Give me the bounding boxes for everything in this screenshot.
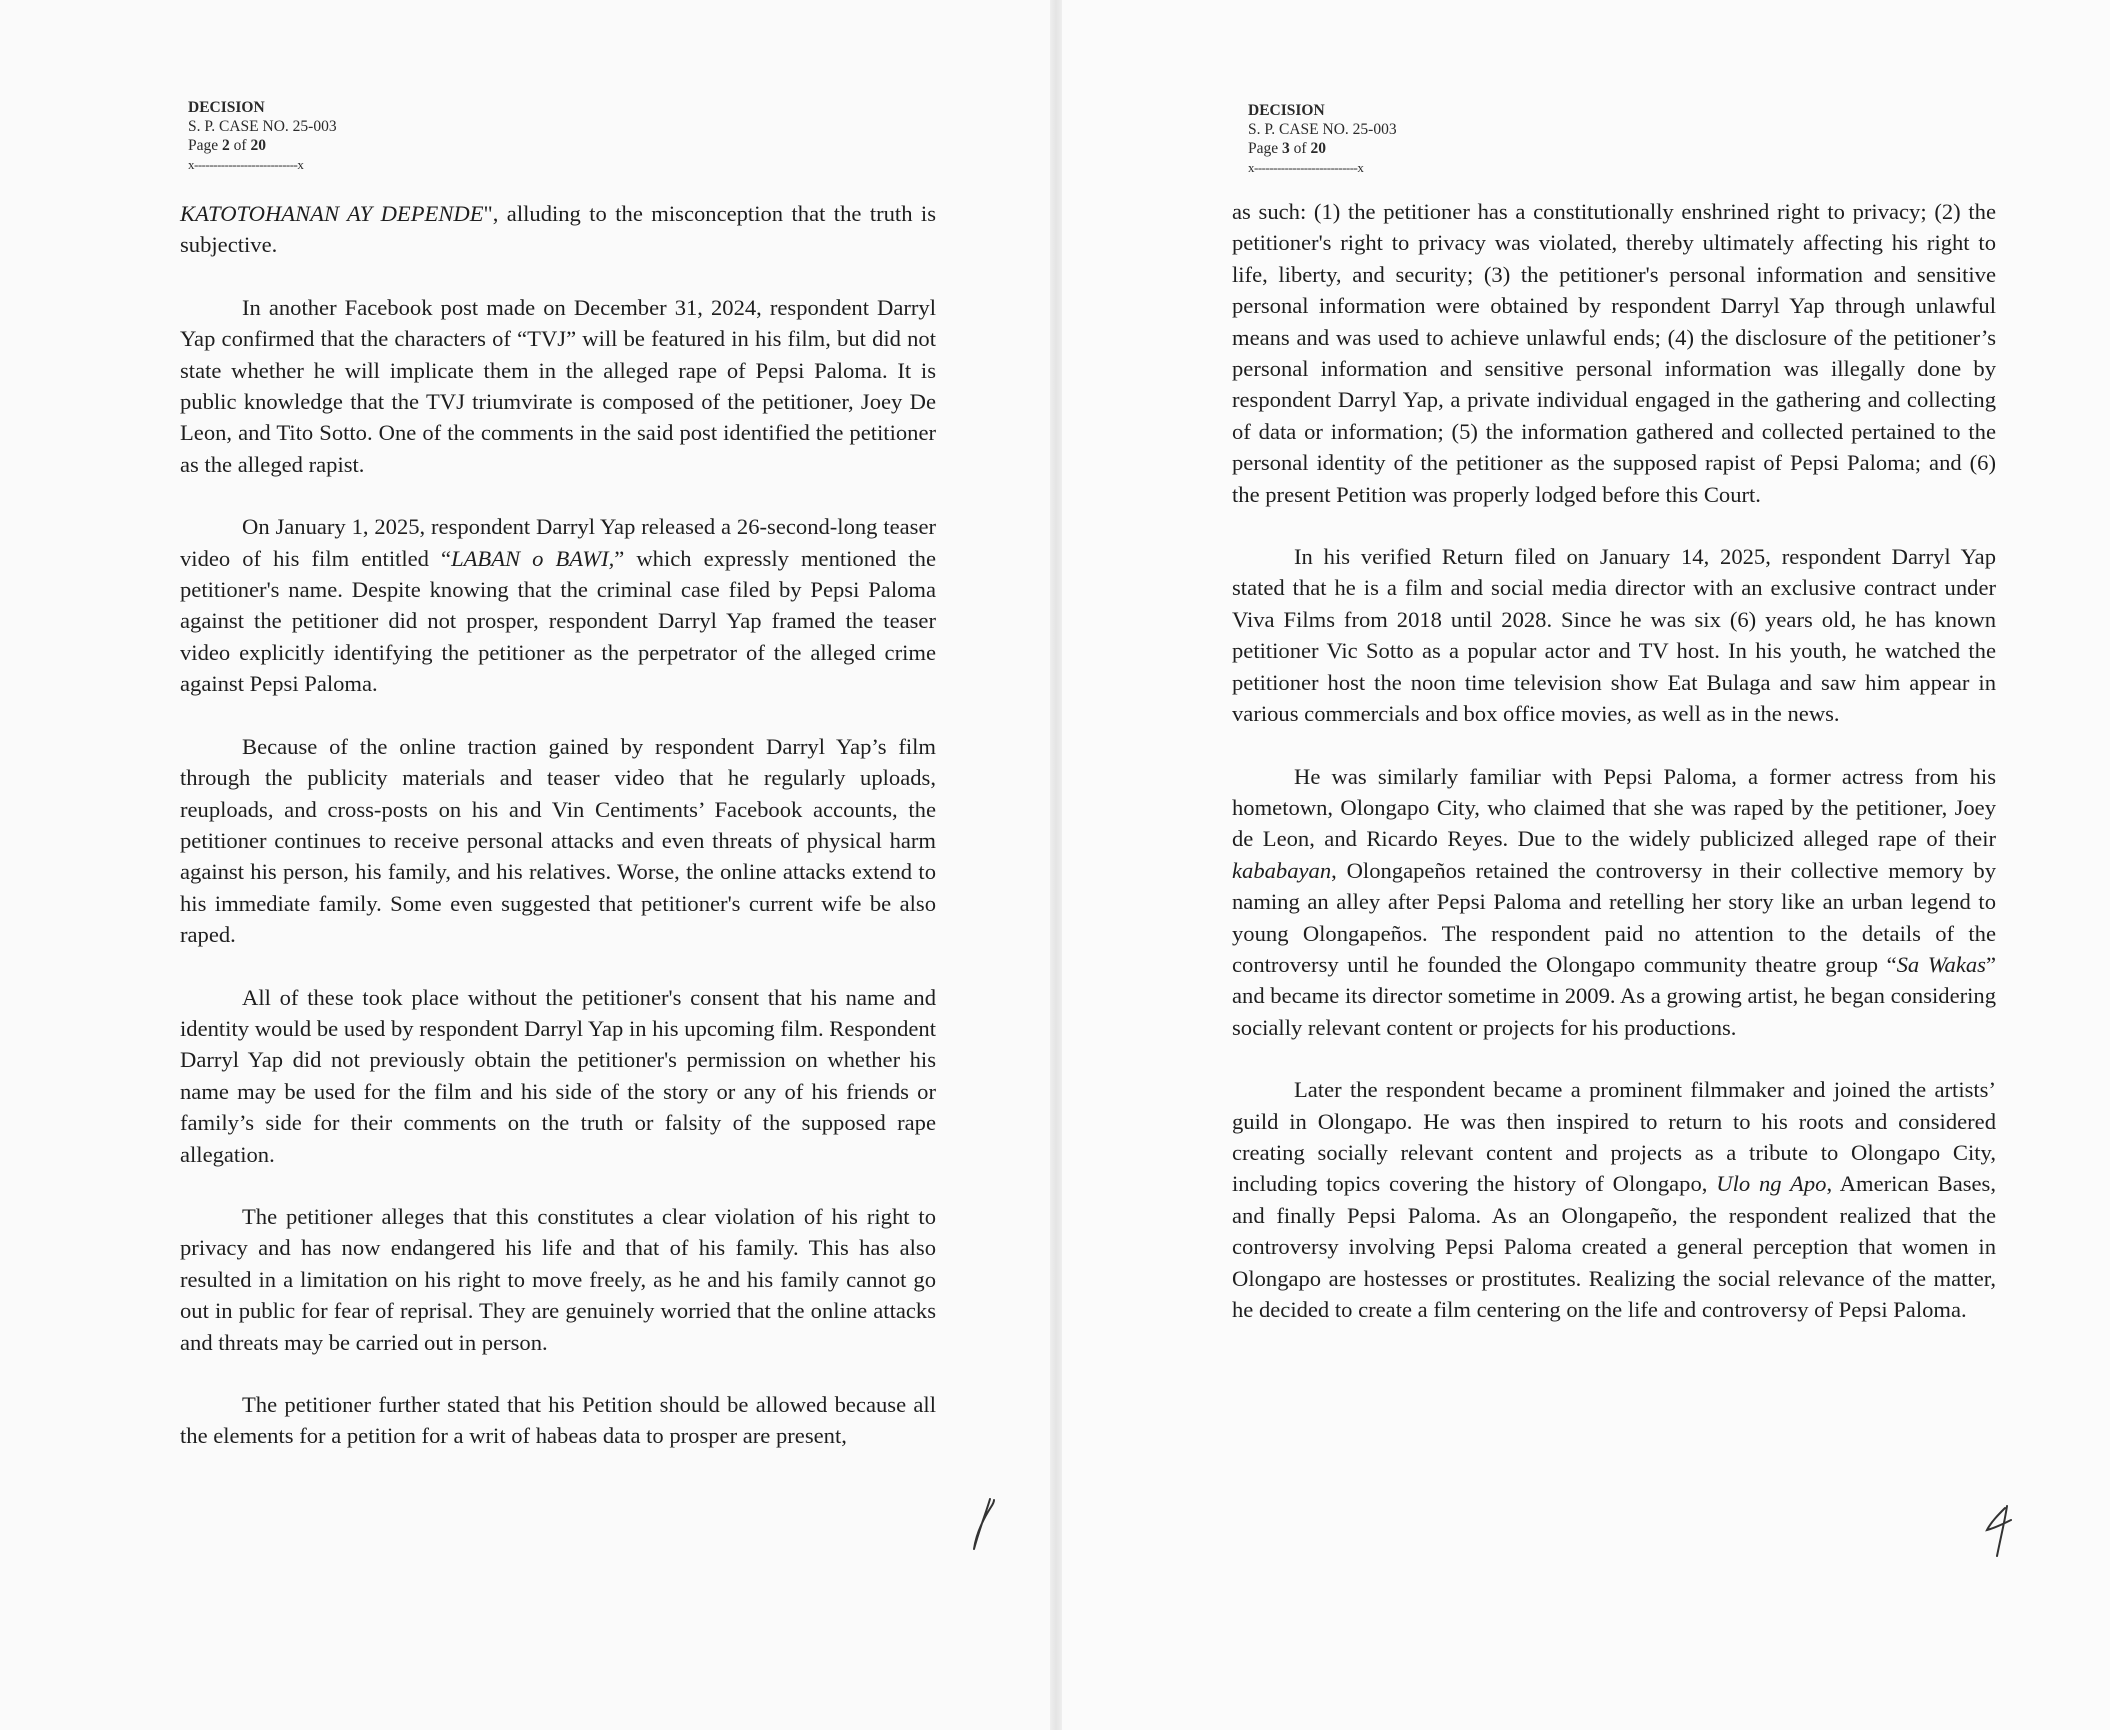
paragraph [180, 731, 936, 951]
paragraph-text: He was similarly familiar with Pepsi Paloma, a former actress from his hometown, Olongapo City, who claimed that she was raped by the petitioner, Joey de Leon, and Ricardo Reyes. Due to the widely publicized alleged rape of their [1232, 763, 1996, 852]
paragraph-text: as such: (1) the petitioner has a constitutionally enshrined right to privacy; (2) the petitioner's right to privacy was violated, thereby ultimately affecting his right to life, liberty, and security; (3) the petitioner's personal information and sensitive personal information were obtained by respondent Darryl Yap through unlawful means and was used to achieve unlawful ends; (4) the disclosure of the petitioner’s personal information and sensitive personal information was illegally done by respondent Darryl Yap, a private individual engaged in the gathering and collecting of data or information; (5) the information gathered and collected pertained to the personal identity of the petitioner as the supposed rapist of Pepsi Paloma; and (6) the present Petition was properly lodged before this Court. [1232, 199, 1996, 507]
paragraph [180, 1201, 936, 1358]
header-case-number: S. P. CASE NO. 25-003 [1248, 121, 1397, 138]
italic-text: LABAN o BAWI, [451, 545, 615, 571]
paragraph-text: ” which expressly mentioned the petitioner's name. Despite knowing that the criminal case filed by Pepsi Paloma against the petitioner did not prosper, respondent Darryl Yap framed the teaser video explicitly identifying the petitioner as the perpetrator of the alleged crime against Pepsi Paloma. [180, 545, 936, 697]
header-title: DECISION [188, 99, 265, 116]
initials-signature-icon [1977, 1500, 2022, 1560]
header-case-number: S. P. CASE NO. 25-003 [188, 118, 337, 135]
left-page-body [180, 198, 936, 1452]
paragraph-text: On January 1, 2025, respondent Darryl Yap released a 26-second-long teaser video of his film entitled “ [180, 514, 936, 571]
paragraph [1232, 761, 1996, 1044]
page-gutter [1050, 0, 1062, 1730]
left-page-header [188, 98, 337, 174]
paragraph [180, 982, 936, 1170]
paragraph [1232, 541, 1996, 729]
italic-text: kababayan [1232, 857, 1332, 883]
paragraph-text: Later the respondent became a prominent filmmaker and joined the artists’ guild in Olongapo. He was then inspired to return to his roots and considered creating socially relevant content and projects as a tribute to Olongapo City, including topics covering the history of Olongapo, [1232, 1077, 1996, 1197]
paragraph-text: Because of the online traction gained by respondent Darryl Yap’s film through the publicity materials and teaser video that he regularly uploads, reuploads, and cross-posts on his and Vin Centiments’ Facebook accounts, the petitioner continues to receive personal attacks and even threats of physical harm against his person, his family, and his relatives. Worse, the online attacks extend to his immediate family. Some even suggested that petitioner's current wife be also raped. [180, 733, 936, 948]
paragraph [180, 1389, 936, 1452]
header-rule: x---------------------------x [188, 157, 304, 172]
paragraph-text: ", alluding to the misconception that the truth is subjective. [180, 201, 936, 258]
paragraph [1232, 1074, 1996, 1325]
left-page [0, 0, 1050, 1730]
paragraph-text: The petitioner further stated that his Petition should be allowed because all the elements for a petition for a writ of habeas data to prosper are present, [180, 1392, 936, 1449]
paragraph [180, 511, 936, 699]
paragraph-text: In another Facebook post made on December 31, 2024, respondent Darryl Yap confirmed that the characters of “TVJ” will be featured in his film, but did not state whether he will implicate them in the alleged rape of Pepsi Paloma. It is public knowledge that the TVJ triumvirate is composed of the petitioner, Joey De Leon, and Tito Sotto. One of the comments in the said post identified the petitioner as the alleged rapist. [180, 294, 936, 477]
paragraph [1232, 196, 1996, 510]
header-rule: x---------------------------x [1248, 160, 1364, 175]
header-page-number: Page 3 of 20 [1248, 140, 1326, 157]
italic-text: KATOTOHANAN AY DEPENDE [180, 201, 484, 226]
paragraph-text: , American Bases, and finally Pepsi Paloma. As an Olongapeño, the respondent realized that the controversy involving Pepsi Paloma created a general perception that women in Olongapo are hostesses or prostitutes. Realizing the social relevance of the matter, he decided to create a film centering on the life and controversy of Pepsi Paloma. [1232, 1171, 1996, 1322]
paragraph-text: ” and became its director sometime in 2009. As a growing artist, he began considering socially relevant content or projects for his productions. [1232, 951, 1997, 1040]
paragraph-text: All of these took place without the petitioner's consent that his name and identity would be used by respondent Darryl Yap in his upcoming film. Respondent Darryl Yap did not previously obtain the petitioner's permission on whether his name may be used for the film and his side of the story or any of his friends or family’s side for their comments on the truth or falsity of the supposed rape allegation. [180, 984, 936, 1167]
italic-text: Ulo ng Apo [1716, 1171, 1827, 1197]
paragraph [180, 292, 936, 480]
right-page-body [1232, 196, 1996, 1325]
paragraph [180, 198, 936, 261]
right-page-header [1248, 101, 1397, 177]
italic-text: Sa Wakas [1896, 951, 1986, 977]
paragraph-text: , Olongapeños retained the controversy in their collective memory by naming an alley after Pepsi Paloma and retelling her story like an urban legend to young Olongapeños. The respondent paid no attention to the details of the controversy until he founded the Olongapo community theatre group “ [1232, 857, 1996, 977]
header-page-number: Page 2 of 20 [188, 137, 266, 154]
paragraph-text: In his verified Return filed on January 14, 2025, respondent Darryl Yap stated that he is a film and social media director with an exclusive contract under Viva Films from 2018 until 2028. Since he was six (6) years old, he has known petitioner Vic Sotto as a popular actor and TV host. In his youth, he watched the petitioner host the noon time television show Eat Bulaga and saw him appear in various commercials and box office movies, as well as in the news. [1232, 544, 1996, 727]
header-title: DECISION [1248, 102, 1325, 119]
initials-signature-icon [960, 1495, 1000, 1555]
paragraph-text: The petitioner alleges that this constitutes a clear violation of his right to privacy and has now endangered his life and that of his family. This has also resulted in a limitation on his right to move freely, as he and his family cannot go out in public for fear of reprisal. They are genuinely worried that the online attacks and threats may be carried out in person. [180, 1203, 936, 1355]
right-page [1062, 0, 2110, 1730]
